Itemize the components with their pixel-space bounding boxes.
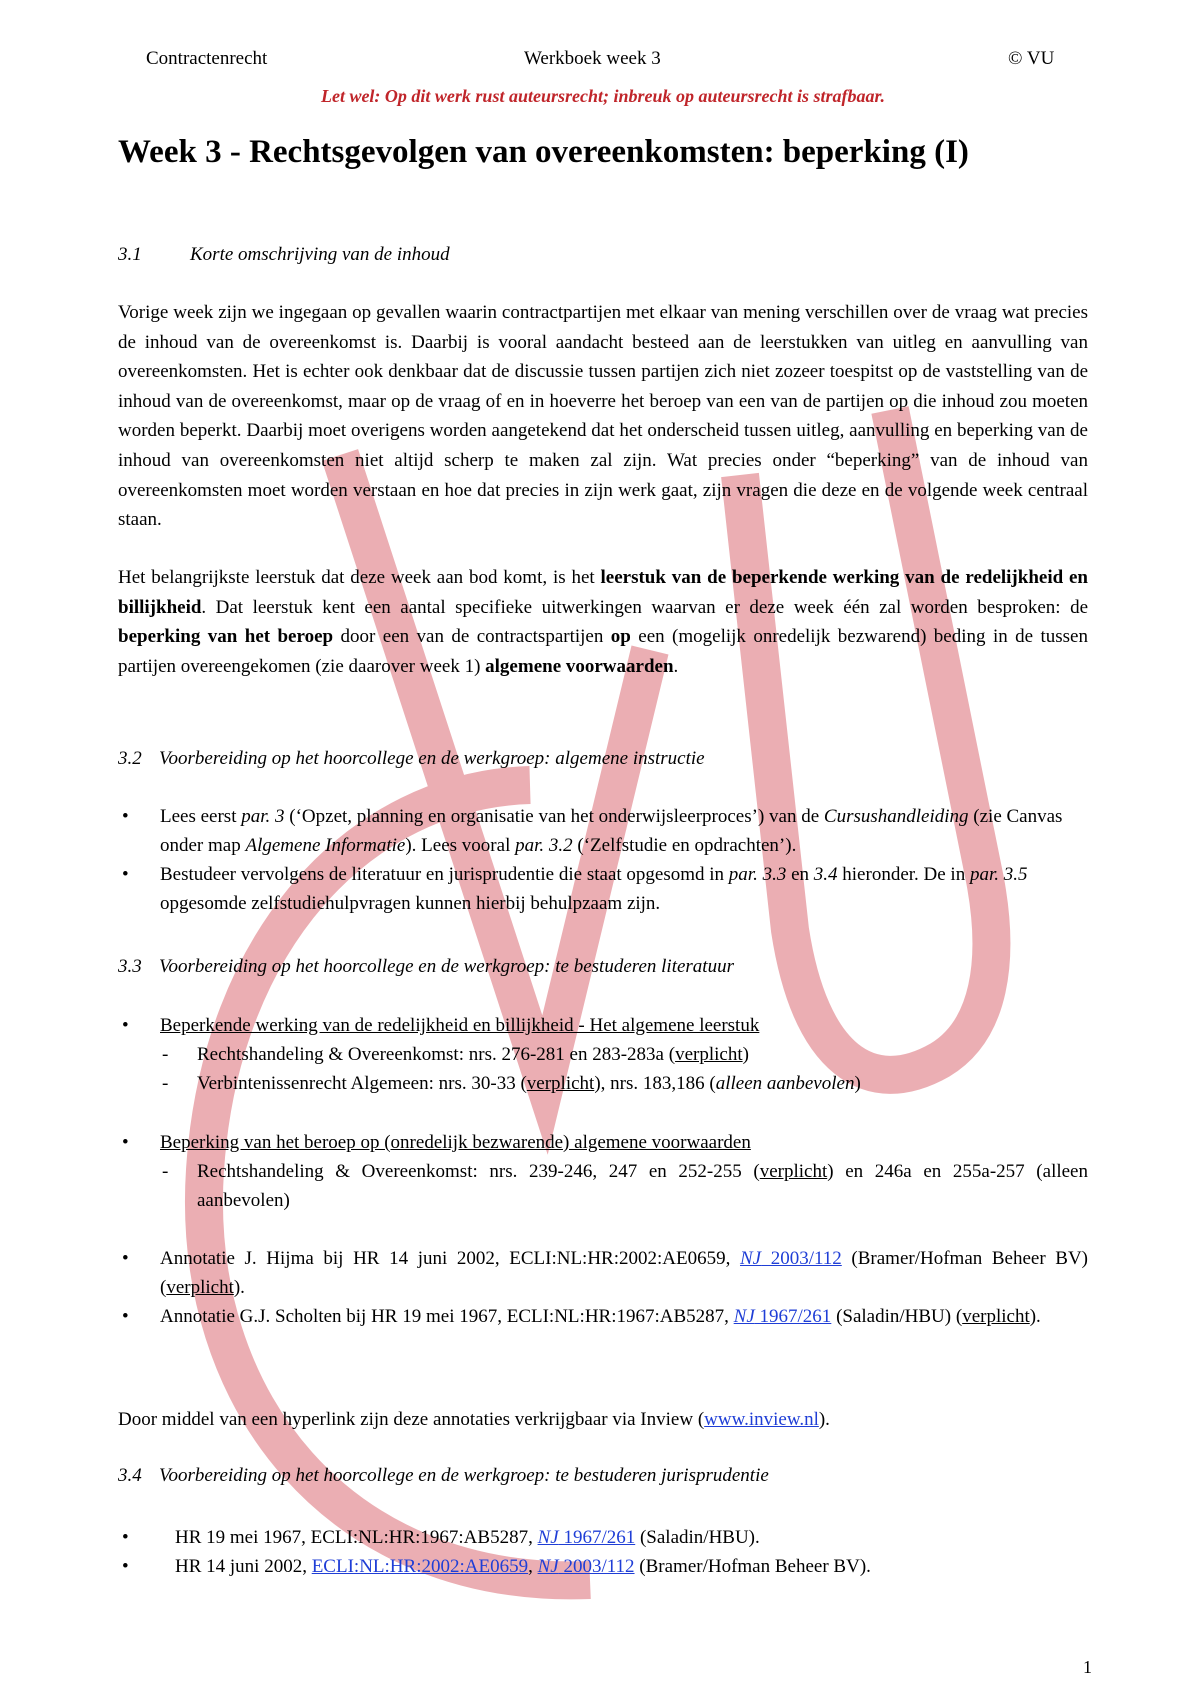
bullet: • xyxy=(122,1248,129,1269)
section-number: 3.3 xyxy=(118,956,142,977)
literature-group-heading: Beperkende werking van de redelijkheid en billijkheid - Het algemene leerstuk xyxy=(160,1015,760,1036)
inview-link[interactable]: www.inview.nl xyxy=(704,1409,819,1430)
sub-item: - Verbintenissenrecht Algemeen: nrs. 30-33 (verplicht), nrs. 183,186 (alleen aanbevolen) xyxy=(162,1073,861,1094)
section-title: Korte omschrijving van de inhoud xyxy=(190,244,450,265)
section-number: 3.4 xyxy=(118,1465,142,1486)
bold-term: op xyxy=(610,626,631,648)
literature-list-general xyxy=(118,1011,1088,1098)
page-number: 1 xyxy=(1083,1657,1092,1677)
bullet: • xyxy=(122,864,129,885)
list-item: • HR 19 mei 1967, ECLI:NL:HR:1967:AB5287, NJ 1967/261 (Saladin/HBU). xyxy=(118,1523,1088,1552)
list-item: • Lees eerst par. 3 (‘Opzet, planning en organisatie van het onderwijsleerproces’) van de Cursushandleiding (zie Canvas onder map Algemene Informatie). Lees vooral par. 3.2 (‘Zelfstudie en opdrachten’). xyxy=(118,802,1088,860)
paragraph-intro: Vorige week zijn we ingegaan op gevallen waarin contractpartijen met elkaar van mening verschillen over de vraag wat precies de inhoud van de overeenkomst is. Daarbij is vooral aandacht besteed aan de leerstukken van uitleg en aanvulling van overeenkomsten. Het is echter ook denkbaar dat de discussie tussen partijen zich niet zozeer toespitst op de vaststelling van de inhoud van de overeenkomst, maar op de vraag of en in hoeverre het beroep van een van de partijen op die inhoud zou moeten worden beperkt. Daarbij moet overigens worden aangetekend dat het onderscheid tussen uitleg, aanvulling en beperking van de inhoud van overeenkomsten niet altijd scherp te maken zal zijn. Wat precies onder “beperking” van de inhoud van overeenkomsten moet worden verstaan en hoe dat precies in zijn werk gaat, zijn vragen die deze en de volgende week centraal staan. xyxy=(118,302,1088,531)
nj-link[interactable]: NJ 2003/112 xyxy=(537,1556,635,1577)
bold-term: leerstuk van de beperkende werking van de redelijkheid en billijkheid xyxy=(118,567,1088,618)
section-number: 3.1 xyxy=(118,244,142,265)
section-heading-3-4 xyxy=(118,1465,769,1487)
bullet: • xyxy=(122,1556,129,1577)
sub-item: - Rechtshandeling & Overeenkomst: nrs. 239-246, 247 en 252-255 (verplicht) en 246a en 255a-257 (alleen aanbevolen) xyxy=(162,1161,1088,1211)
case-law-list xyxy=(118,1523,1088,1581)
nj-link[interactable]: NJ 2003/112 xyxy=(739,1248,842,1269)
bold-term: algemene voorwaarden xyxy=(485,655,674,677)
ecli-link[interactable]: ECLI:NL:HR:2002:AE0659 xyxy=(311,1556,529,1577)
bullet: • xyxy=(122,1015,129,1036)
nj-link[interactable]: NJ 1967/261 xyxy=(537,1527,636,1548)
header-right: © VU xyxy=(1008,48,1055,69)
watermark-letter-v xyxy=(340,455,650,1085)
section-heading-3-2 xyxy=(118,748,705,770)
section-number: 3.2 xyxy=(118,748,142,769)
list-item: • Annotatie J. Hijma bij HR 14 juni 2002, ECLI:NL:HR:2002:AE0659, NJ 2003/112 (Bramer/Hofman Beheer BV) (verplicht). xyxy=(118,1244,1088,1302)
annotation-list xyxy=(118,1244,1088,1331)
paragraph-main-topic: Het belangrijkste leerstuk dat deze week aan bod komt, is het leerstuk van de beperkende werking van de redelijkheid en billijkheid. Dat leerstuk kent een aantal specifieke uitwerkingen waarvan er deze week één zal worden besproken: de beperking van het beroep door een van de contractspartijen op een (mogelijk onredelijk bezwarend) beding in de tussen partijen overeengekomen (zie daarover week 1) algemene voorwaarden. xyxy=(118,567,1088,677)
section-heading-3-3 xyxy=(118,956,734,978)
copyright-notice: Let wel: Op dit werk rust auteursrecht; inbreuk op auteursrecht is strafbaar. xyxy=(320,86,886,106)
nj-link[interactable]: NJ 1967/261 xyxy=(733,1306,832,1327)
section-title: Voorbereiding op het hoorcollege en de werkgroep: algemene instructie xyxy=(159,748,705,769)
list-item xyxy=(118,1011,1088,1098)
literature-list-av xyxy=(118,1128,1088,1215)
instruction-list xyxy=(118,802,1088,918)
header-left: Contractenrecht xyxy=(146,48,268,69)
section-title: Voorbereiding op het hoorcollege en de werkgroep: te bestuderen jurisprudentie xyxy=(159,1465,769,1486)
section-title: Voorbereiding op het hoorcollege en de werkgroep: te bestuderen literatuur xyxy=(159,956,734,977)
sub-item: - Rechtshandeling & Overeenkomst: nrs. 276-281 en 283-283a (verplicht) xyxy=(162,1044,749,1065)
bullet: • xyxy=(122,806,129,827)
bullet: • xyxy=(122,1527,129,1548)
literature-group-heading: Beperking van het beroep op (onredelijk bezwarende) algemene voorwaarden xyxy=(160,1132,751,1153)
list-item: • Annotatie G.J. Scholten bij HR 19 mei 1967, ECLI:NL:HR:1967:AB5287, NJ 1967/261 (Saladin/HBU) (verplicht). xyxy=(118,1302,1088,1331)
section-heading-3-1 xyxy=(118,244,450,266)
list-item: • HR 14 juni 2002, ECLI:NL:HR:2002:AE0659, NJ 2003/112 (Bramer/Hofman Beheer BV). xyxy=(118,1552,1088,1581)
bullet: • xyxy=(122,1306,129,1327)
page-title: Week 3 - Rechtsgevolgen van overeenkomsten: beperking (I) xyxy=(118,134,969,170)
list-item: • Bestudeer vervolgens de literatuur en jurisprudentie die staat opgesomd in par. 3.3 en 3.4 hieronder. De in par. 3.5 opgesomde zelfstudiehulpvragen kunnen hierbij behulpzaam zijn. xyxy=(118,860,1088,918)
paragraph-inview: Door middel van een hyperlink zijn deze annotaties verkrijgbaar via Inview (www.inview.nl). xyxy=(118,1409,830,1430)
header-center: Werkboek week 3 xyxy=(524,48,661,69)
bold-term: beperking van het beroep xyxy=(118,626,334,648)
bullet: • xyxy=(122,1132,129,1153)
list-item xyxy=(118,1128,1088,1215)
